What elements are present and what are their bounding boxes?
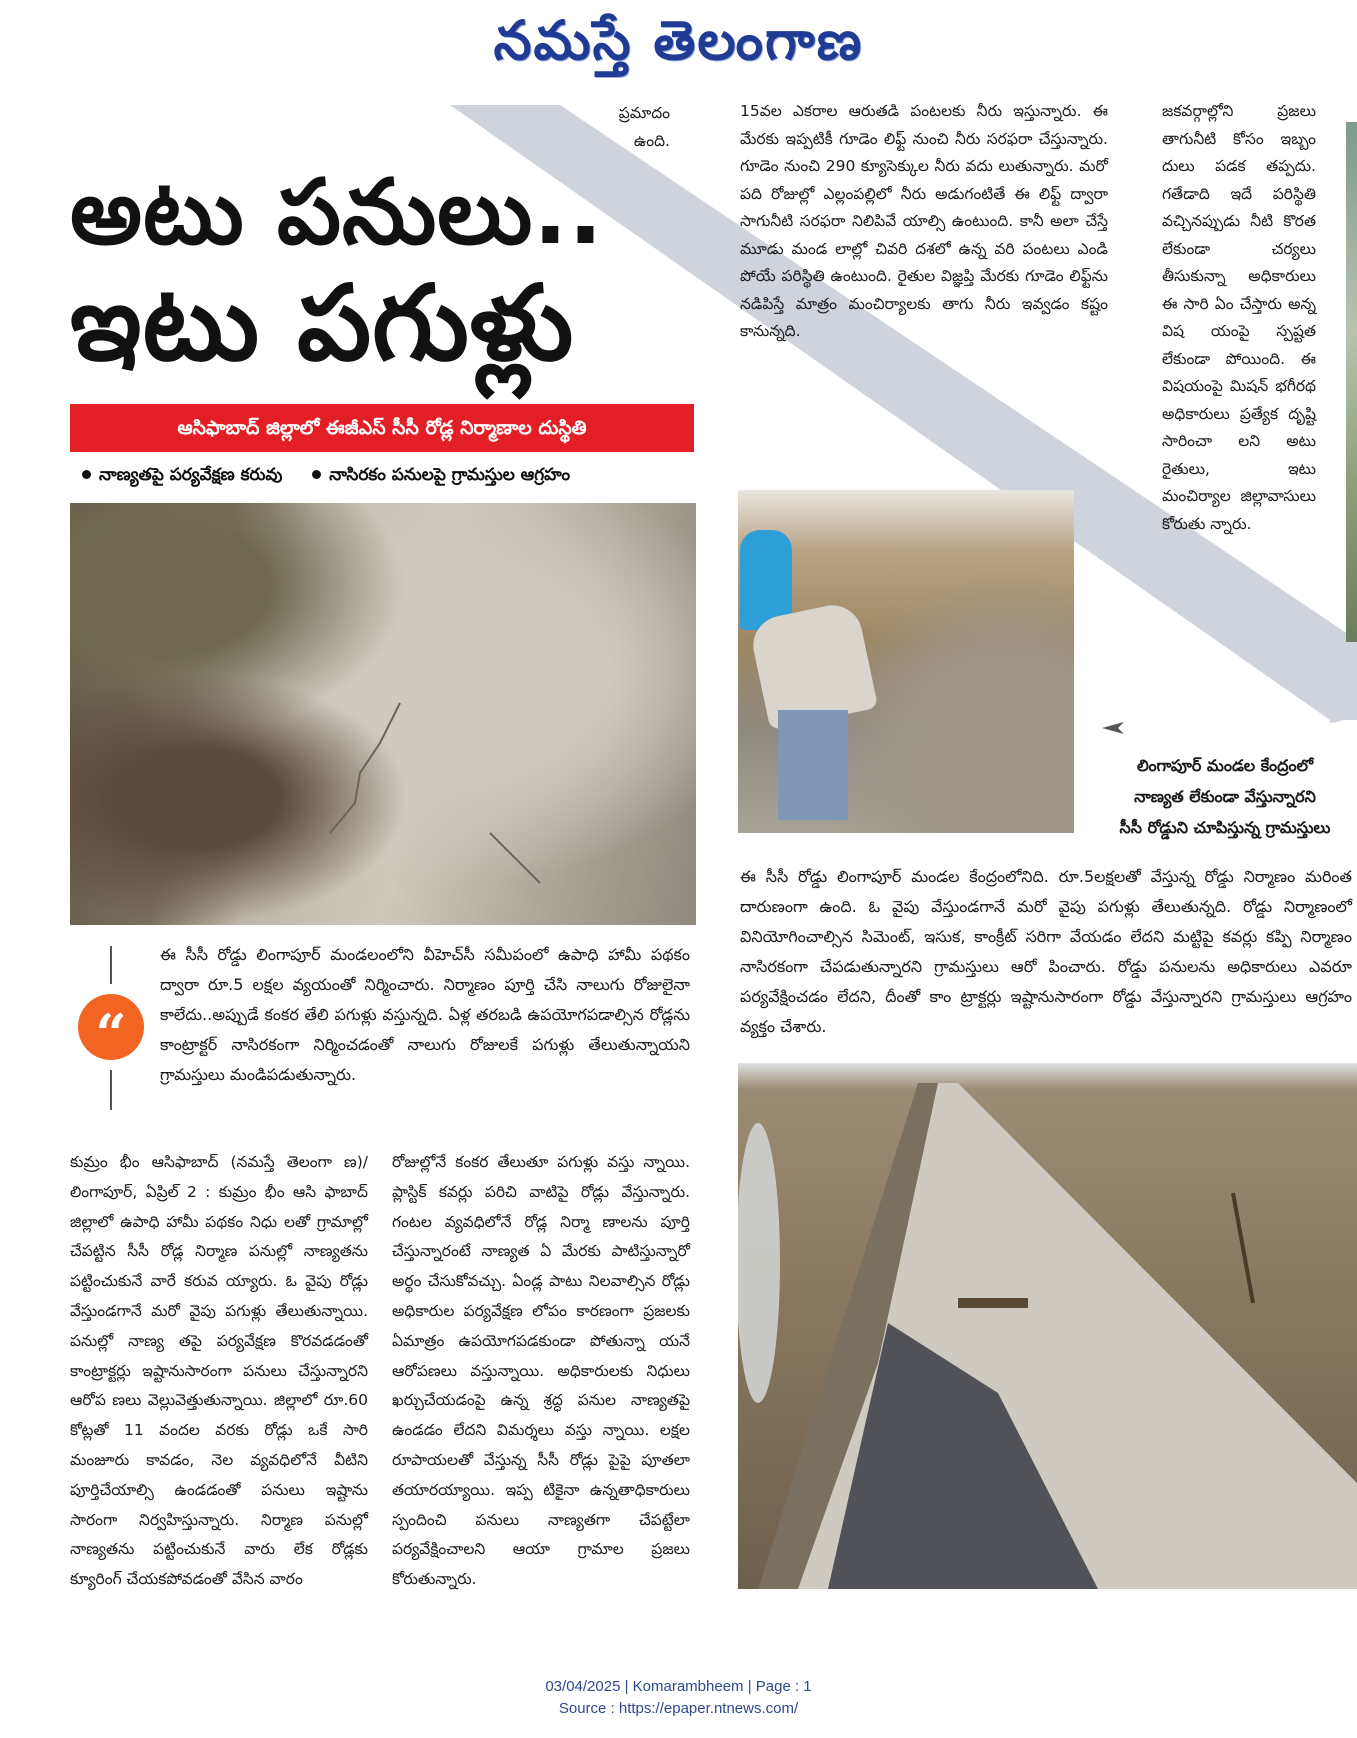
headline-line-2: ఇటు పగుళ్లు bbox=[70, 262, 575, 384]
caption-arrow-icon bbox=[1102, 720, 1124, 736]
quote-icon: “ bbox=[78, 994, 144, 1060]
subheading-bar: ఆసిఫాబాద్ జిల్లాలో ఈజీఎస్ సీసీ రోడ్ల నిర్మాణాల దుస్థితి bbox=[70, 404, 694, 452]
workers-photo bbox=[738, 490, 1074, 833]
bullet-points bbox=[82, 465, 570, 489]
headline bbox=[70, 158, 604, 384]
body-column-2: రోజుల్లోనే కంకర తేలుతూ పగుళ్లు వస్తు న్నాయి. ప్లాస్టిక్ కవర్లు పరిచి వాటిపై రోడ్లు వేస్తున్నారు. గంటల వ్యవధిలోనే రోడ్ల నిర్మా ణాలను పూర్తి చేస్తున్నారంటే నాణ్యత ఏ మేరకు పాటిస్తున్నారో అర్థం చేసుకోవచ్చు. ఏండ్ల పాటు నిలవాల్సిన రోడ్లు అధికారుల పర్యవేక్షణ లోపం కారణంగా ప్రజలకు ఏమాత్రం ఉపయోగపడకుండా పోతున్నా యనే ఆరోపణలు వస్తున్నాయి. అధికారులకు నిధులు ఖర్చుచేయడంపై ఉన్న శ్రద్ధ పనుల నాణ్యతపై ఉండడం లేదని విమర్శలు వస్తు న్నాయి. లక్షల రూపాయలతో వేస్తున్న సీసీ రోడ్లు పైపై పూతలా తయారయ్యాయి. ఇప్ప టికైనా ఉన్నతాధికారులు స్పందించి పనులు నాణ్యతగా చేపట్టేలా పర్యవేక్షించాలని ఆయా గ్రామాల ప్రజలు కోరుతున్నారు. bbox=[392, 1153, 690, 1589]
bullet-dot bbox=[312, 470, 321, 479]
top-middle-column: 15వల ఎకరాల ఆరుతడి పంటలకు నీరు ఇస్తున్నారు. ఈ మేరకు ఇప్పటికీ గూడెం లిఫ్ట్ నుంచి నీరు సరఫరా చేస్తున్నారు. గూడెం నుంచి 290 క్యూసెక్కుల నీరు వదు లుతున్నారు. మరో పది రోజుల్లో ఎల్లంపల్లిలో నీరు అడుగంటితే ఈ లిఫ్ట్ ద్వారా సాగునీటి సరఫరా నిలిపివే యాల్సి ఉంటుంది. కానీ అలా చేస్తే మూడు మండ లాల్లో చివరి దశలో ఉన్న వరి పంటలు ఎండి పోయే పరిస్థితి ఉంటుంది. రైతుల విజ్ఞప్తి మేరకు గూడెం లిఫ్ట్‌ను నడిపిస్తే మాత్రం మంచిర్యాలకు తాగు నీరు ఇవ్వడం కష్టం కానున్నది. bbox=[740, 102, 1108, 340]
photo-caption: లింగాపూర్ మండల కేంద్రంలో నాణ్యత లేకుండా వేస్తున్నారని సీసీ రోడ్డుని చూపిస్తున్న గ్రామస్తులు bbox=[1119, 756, 1331, 837]
footer-source-link[interactable]: Source : https://epaper.ntnews.com/ bbox=[558, 1700, 799, 1717]
bullet-2: నాసిరకం పనులపై గ్రామస్తుల ఆగ్రహం bbox=[329, 465, 571, 485]
road-construction-photo bbox=[738, 1063, 1357, 1589]
quote-line-top bbox=[110, 946, 112, 984]
pull-quote: ఈ సీసీ రోడ్డు లింగాపూర్ మండలంలోని వీహెచ్‌సీ సమీపంలో ఉపాధి హామీ పథకం ద్వారా రూ.5 లక్షల వ్యయంతో నిర్మించారు. నిర్మాణం పూర్తి చేసి నాలుగు రోజులైనా కాలేదు..అప్పుడే కంకర తేలి పగుళ్లు వస్తున్నది. ఏళ్ల తరబడి ఉపయోగపడాల్సిన రోడ్లను కాంట్రాక్టర్ నాసిరకంగా నిర్మించడంతో నాలుగు రోజులకే పగుళ్లు తేలుతున్నాయని గ్రామస్తులు మండిపడుతున్నారు. bbox=[160, 945, 690, 1084]
footer bbox=[0, 1676, 1357, 1720]
body-column-1: కుమ్రం భీం ఆసిఫాబాద్ (నమస్తే తెలంగా ణ)/లింగాపూర్, ఏప్రిల్ 2 : కుమ్రం భీం ఆసి ఫాబాద్ జిల్లాలో ఉపాధి హామీ పథకం నిధు లతో గ్రామాల్లో చేపట్టిన సీసీ రోడ్ల నిర్మాణ పనుల్లో నాణ్యతను పట్టించుకునే వారే కరువ య్యారు. ఓ వైపు రోడ్లు వేస్తుండగానే మరో వైపు పగుళ్లు తేలుతున్నాయి. పనుల్లో నాణ్య తపై పర్యవేక్షణ కొరవడడంతో కాంట్రాక్టర్లు ఇష్టానుసారంగా పనులు చేస్తున్నారని ఆరోప ణలు వెల్లువెత్తుతున్నాయి. జిల్లాలో రూ.60 కోట్లతో 11 వందల వరకు రోడ్లు ఒకే సారి మంజూరు కావడం, నెల వ్యవధిలోనే వీటిని పూర్తిచేయాల్సి ఉండడంతో పనులు ఇష్టాను సారంగా నిర్వహిస్తున్నారు. నిర్మాణ పనుల్లో నాణ్యతను పట్టించుకునే వారు లేక రోడ్లకు క్యూరింగ్ చేయకపోవడంతో వేసిన వారం bbox=[70, 1153, 368, 1589]
bullet-1: నాణ్యతపై పర్యవేక్షణ కరువు bbox=[99, 465, 283, 485]
masthead-logo: నమస్తే తెలంగాణ bbox=[493, 8, 864, 72]
footer-date-line: 03/04/2025 | Komarambheem | Page : 1 bbox=[545, 1678, 812, 1695]
bullet-dot bbox=[82, 470, 91, 479]
top-fragment: ప్రమాదం ఉంది. bbox=[618, 104, 670, 150]
worker-lungi bbox=[778, 710, 848, 820]
top-right-column: జకవర్గాల్లోని ప్రజలు తాగునీటి కోసం ఇబ్బం దులు పడక తప్పదు. గతేడాది ఇదే పరిస్థితి వచ్చినప్పుడు నీటి కొరత లేకుండా చర్యలు తీసుకున్నా అధికారులు ఈ సారి ఏం చేస్తారు అన్న విష యంపై స్పష్టత లేకుండా పోయింది. ఈ విషయంపై మిషన్ భగీరథ అధికారులు ప్రత్యేక దృష్టి సారించా లని అటు రైతులు, ఇటు మంచిర్యాల జిల్లావాసులు కోరుతు న్నారు. bbox=[1162, 102, 1316, 533]
right-paragraph: ఈ సీసీ రోడ్డు లింగాపూర్ మండల కేంద్రంలోనిది. రూ.5లక్షలతో వేస్తున్న రోడ్డు నిర్మాణం మరింత దారుణంగా ఉంది. ఓ వైపు వేస్తుండగానే మరో వైపు పగుళ్లు తేలుతున్నది. రోడ్డు నిర్మాణంలో వినియోగించాల్సిన సిమెంట్, ఇసుక, కాంక్రీట్ సరిగా వేయడం లేదని మట్టిపై కవర్లు కప్పి నిర్మాణం నాసిరకంగా చేపడుతున్నారని గ్రామస్తులు ఆరో పించారు. రోడ్డు పనులను అధికారులు ఎవరూ పర్యవేక్షించడం లేదని, దీంతో కాం ట్రాక్టర్లు ఇష్టానుసారంగా రోడ్డు వేస్తున్నారని గ్రామస్తులు ఆగ్రహం వ్యక్తం చేశారు. bbox=[740, 867, 1352, 1036]
headline-line-1: అటు పనులు.. bbox=[70, 160, 604, 265]
cracked-road-photo bbox=[70, 503, 696, 925]
road-slab bbox=[738, 1063, 1357, 1589]
road-cracks bbox=[70, 503, 696, 925]
edge-photo bbox=[1346, 122, 1357, 642]
quote-line-bottom bbox=[110, 1070, 112, 1110]
